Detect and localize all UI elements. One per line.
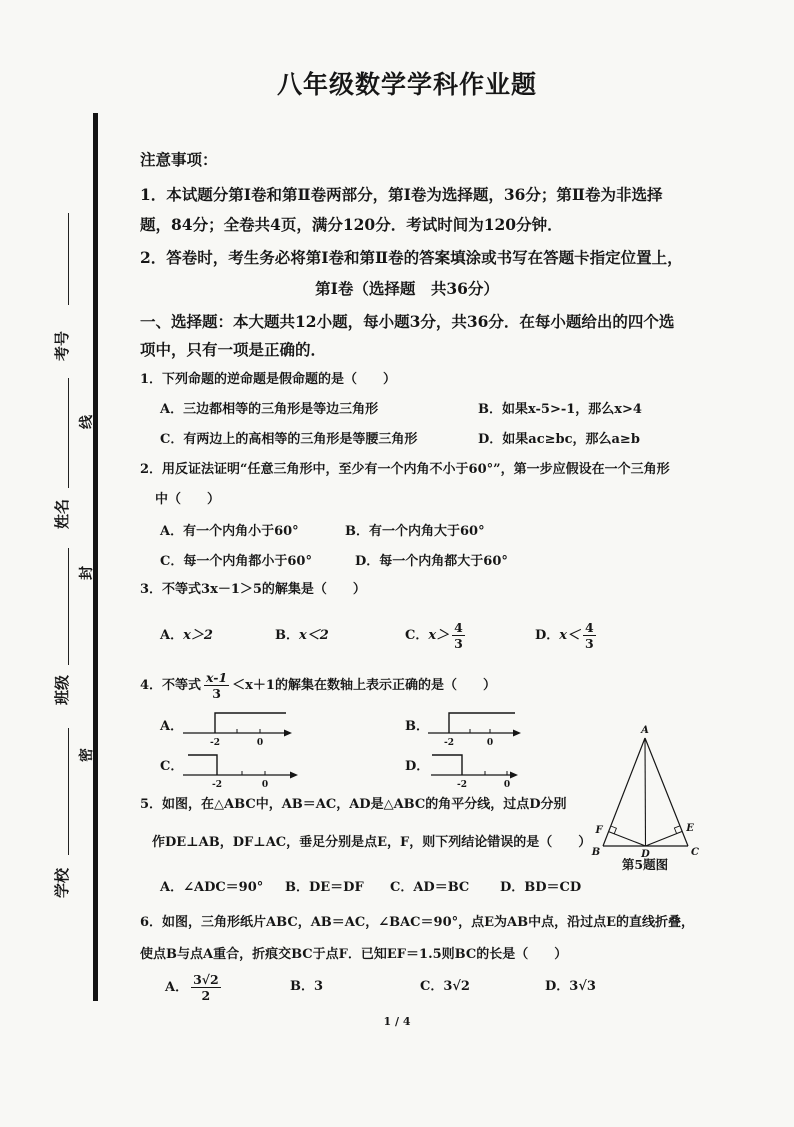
school-blank xyxy=(68,728,69,855)
exam-no-blank xyxy=(68,213,69,305)
option-d: D．如果ac≥bc，那么a≥b xyxy=(478,432,640,447)
option-c: C．每一个内角都小于60° xyxy=(160,554,312,569)
stem-suffix: ＜x＋1的解集在数轴上表示正确的是（ ） xyxy=(232,677,496,693)
fraction xyxy=(204,670,229,701)
notes-heading: 注意事项： xyxy=(140,150,218,169)
option-c: C．AD＝BC xyxy=(390,880,470,895)
option-b: B．有一个内角大于60° xyxy=(345,524,485,539)
segment-ad xyxy=(645,738,646,846)
binding-seal-line xyxy=(93,113,98,1001)
page-title: 八年级数学学科作业题 xyxy=(276,70,537,99)
option-b: B． xyxy=(405,719,429,734)
fraction-denominator: 3 xyxy=(585,635,594,651)
fraction xyxy=(583,620,596,651)
question-stem: 使点B与点A重合，折痕交BC于点F．已知EF＝1.5则BC的长是（ ） xyxy=(140,947,568,962)
number-line-a xyxy=(180,705,295,749)
option-b: B．3 xyxy=(290,979,324,994)
option-c xyxy=(405,620,468,650)
vertex-label-d: D xyxy=(641,849,650,860)
option-a: A．有一个内角小于60° xyxy=(160,524,299,539)
option-d: D．每一个内角都大于60° xyxy=(355,554,508,569)
question-stem: 中（ ） xyxy=(155,492,221,507)
option-c: C．有两边上的高相等的三角形是等腰三角形 xyxy=(160,432,418,447)
segment-de xyxy=(646,831,683,846)
option-a xyxy=(160,620,213,650)
fraction-numerator: x-1 xyxy=(206,669,228,685)
question-stem: 作DE⊥AB，DF⊥AC，垂足分别是点E，F，则下列结论错误的是（ ） xyxy=(152,835,592,850)
notes-line: 1．本试题分第Ⅰ卷和第Ⅱ卷两部分，第Ⅰ卷为选择题，36分；第Ⅱ卷为非选择 xyxy=(140,185,663,204)
option-d: D．3√3 xyxy=(545,979,596,994)
tick-label: -2 xyxy=(444,738,454,748)
option-b: B．如果x-5>-1，那么x>4 xyxy=(478,402,642,417)
notes-line: 2．答卷时，考生务必将第Ⅰ卷和第Ⅱ卷的答案填涂或书写在答题卡指定位置上， xyxy=(140,248,683,267)
question-stem: 3．不等式3x－1＞5的解集是（ ） xyxy=(140,582,366,597)
question-stem: 5．如图，在△ABC中，AB＝AC，AD是△ABC的角平分线，过点D分别 xyxy=(140,797,567,812)
option-expression: x＜ xyxy=(559,627,581,643)
seal-char-secret: 密 xyxy=(79,748,95,762)
figure-caption: 第5题图 xyxy=(621,857,669,872)
tick-label: 0 xyxy=(486,738,494,748)
section-instructions: 一、选择题：本大题共12小题，每小题3分，共36分．在每小题给出的四个选 xyxy=(140,312,675,331)
number-line-b xyxy=(425,705,525,749)
notes-line: 题，84分；全卷共4页，满分120分．考试时间为120分钟． xyxy=(140,215,563,234)
number-line-c xyxy=(180,747,302,791)
option-d: D．BD＝CD xyxy=(500,880,582,895)
side-ac xyxy=(645,738,688,846)
seal-char-line: 线 xyxy=(79,415,95,429)
tick-label: 0 xyxy=(503,780,511,790)
option-a: A．∠ADC＝90° xyxy=(160,880,264,895)
tick-label: 0 xyxy=(256,738,264,748)
option-c: C．3√2 xyxy=(420,979,470,994)
tick-label: -2 xyxy=(212,780,222,790)
question-stem: 6．如图，三角形纸片ABC，AB＝AC，∠BAC＝90°，点E为AB中点，沿过点E的直线折叠， xyxy=(140,915,695,930)
option-expression: x＞2 xyxy=(183,627,213,643)
class-label: 班级 xyxy=(53,675,71,706)
vertex-label-e: E xyxy=(686,823,694,834)
tick-label: -2 xyxy=(210,738,220,748)
triangle-figure xyxy=(588,722,706,860)
seal-char-seal: 封 xyxy=(79,566,95,580)
fraction-denominator: 3 xyxy=(212,685,221,701)
stem-prefix: 4．不等式 xyxy=(140,677,202,693)
question-stem xyxy=(140,670,496,700)
vertex-label-c: C xyxy=(691,847,699,858)
name-blank xyxy=(68,378,69,488)
option-label: C． xyxy=(405,627,429,643)
fraction-numerator: 3√2 xyxy=(193,971,219,987)
tick-label: 0 xyxy=(261,780,269,790)
part-heading: 第Ⅰ卷（选择题 共36分） xyxy=(315,279,499,298)
option-label: D． xyxy=(535,627,560,643)
option-c: C． xyxy=(160,759,184,774)
option-a: A．三边都相等的三角形是等边三角形 xyxy=(160,402,379,417)
vertex-label-a: A xyxy=(641,725,649,736)
fraction-numerator: 4 xyxy=(454,619,463,635)
class-blank xyxy=(68,548,69,665)
option-d xyxy=(535,620,599,650)
option-expression: x＜2 xyxy=(299,627,329,643)
option-a xyxy=(165,972,224,1002)
vertex-label-f: F xyxy=(595,825,603,836)
fraction xyxy=(191,972,221,1003)
side-ab xyxy=(603,738,645,846)
fraction-numerator: 4 xyxy=(585,619,594,635)
question-stem: 2．用反证法证明“任意三角形中，至少有一个内角不小于60°”，第一步应假设在一个三角形 xyxy=(140,462,670,477)
question-stem: 1．下列命题的逆命题是假命题的是（ ） xyxy=(140,372,397,387)
option-a: A． xyxy=(160,719,184,734)
option-label: B． xyxy=(275,627,299,643)
number-line-d xyxy=(428,747,523,791)
option-expression: x＞ xyxy=(428,627,450,643)
exam-no-label: 考号 xyxy=(53,331,71,362)
option-label: A． xyxy=(160,627,184,643)
option-label: A． xyxy=(165,979,189,995)
school-label: 学校 xyxy=(53,868,71,899)
fraction-denominator: 2 xyxy=(201,987,211,1003)
section-instructions: 项中，只有一项是正确的． xyxy=(140,340,327,359)
option-d: D． xyxy=(405,759,430,774)
fraction xyxy=(452,620,465,651)
fraction-denominator: 3 xyxy=(454,635,463,651)
name-label: 姓名 xyxy=(53,499,71,530)
option-b xyxy=(275,620,329,650)
page-number: 1 / 4 xyxy=(383,1015,411,1028)
vertex-label-b: B xyxy=(591,847,601,858)
option-b: B．DE＝DF xyxy=(285,880,364,895)
tick-label: -2 xyxy=(457,780,467,790)
